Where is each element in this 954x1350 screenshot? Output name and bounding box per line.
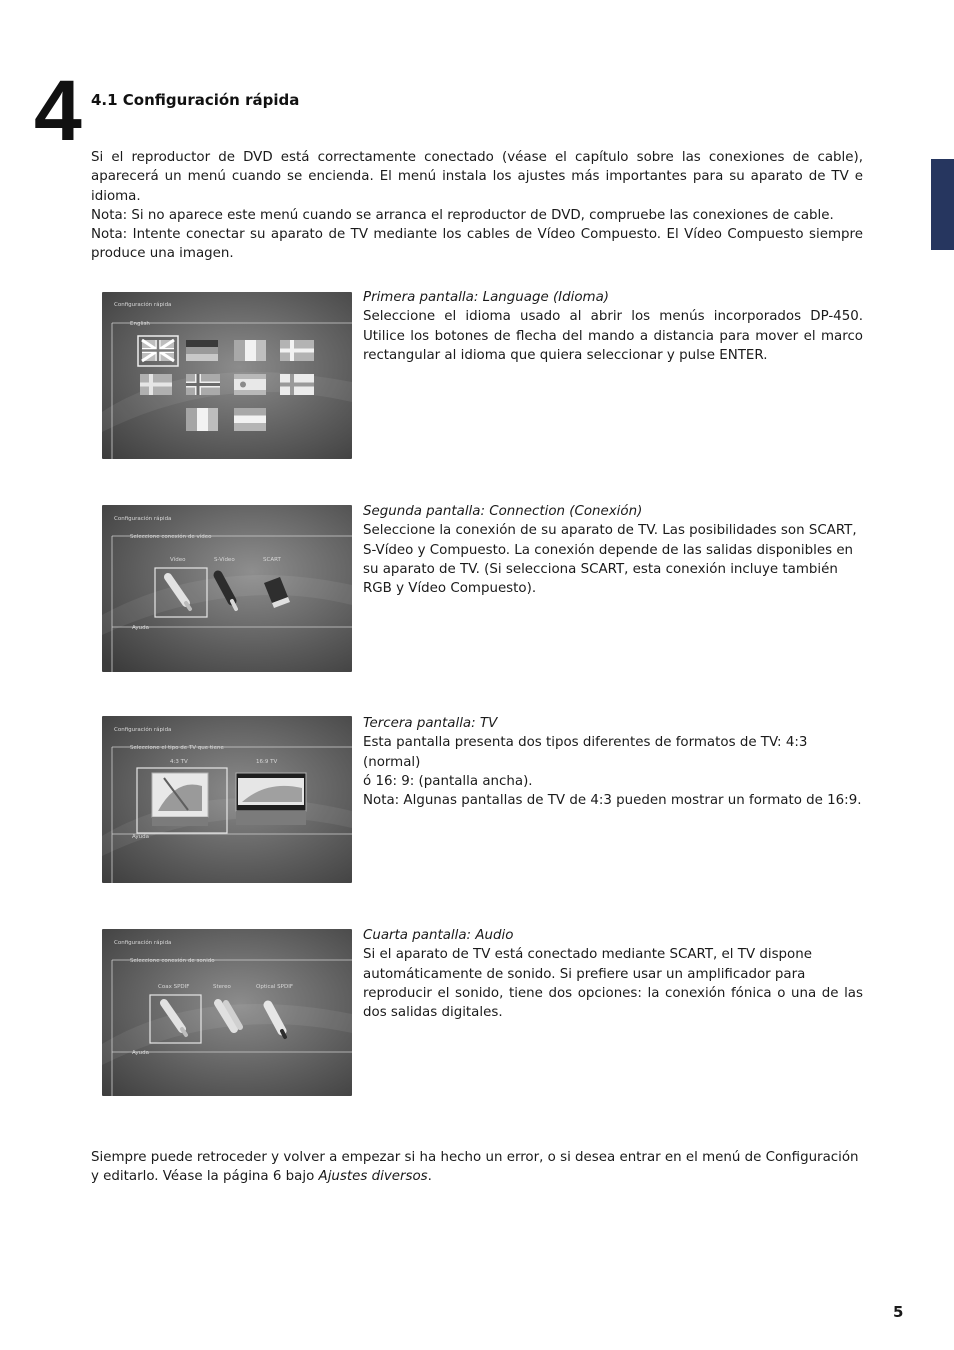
flag-denmark-icon[interactable]	[280, 340, 314, 361]
menu-header: Configuración rápida	[114, 727, 172, 733]
screen-body: reproducir el sonido, tiene dos opciones: la conexión fónica o una de las dos salidas digitales.	[363, 985, 863, 1021]
flag-finland-icon[interactable]	[280, 374, 314, 395]
flag-france-icon[interactable]	[234, 340, 266, 361]
screen-description-connection	[363, 502, 863, 598]
flag-uk-icon[interactable]	[142, 340, 174, 361]
screen-caption: Segunda pantalla: Connection (Conexión)	[363, 504, 643, 519]
option-label-video: Vídeo	[170, 557, 186, 563]
screenshot-language	[102, 292, 352, 459]
closing-text-body: Siempre puede retroceder y volver a empezar si ha hecho un error, o si desea entrar en el menú de Configuración y editarlo. Véase la página 6 bajo	[91, 1150, 859, 1185]
intro-note: Nota: Si no aparece este menú cuando se arranca el reproductor de DVD, compruebe las conexiones de cable.	[91, 207, 834, 223]
menu-footer-help: Ayuda	[132, 625, 149, 631]
screen-body: Seleccione el idioma usado al abrir los menús incorporados DP-450. Utilice los botones de flecha del mando a distancia para mover el marco rectangular al idioma que quiera seleccionar y pulse ENTER.	[363, 309, 863, 363]
flag-sweden-icon[interactable]	[140, 374, 172, 395]
menu-footer-help: Ayuda	[132, 1050, 149, 1056]
screen-body: Seleccione la conexión de su aparato de TV. Las posibilidades son SCART, S-Vídeo y Compuesto. La conexión depende de las salidas disponibles en su aparato de TV. (Si selecciona SCART, esta conexión incluye también RGB y Vídeo Compuesto).	[363, 523, 857, 597]
screen-body: Si el aparato de TV está conectado mediante SCART, el TV dispone	[363, 947, 812, 963]
screen-description-language	[363, 288, 863, 365]
menu-section-label: Seleccione conexión de vídeo	[130, 534, 212, 540]
screen-caption: Cuarta pantalla: Audio	[363, 928, 514, 943]
section-title: 4.1 Configuración rápida	[91, 91, 300, 109]
screenshot-connection	[102, 505, 352, 672]
option-label-16-9: 16:9 TV	[256, 759, 278, 765]
flag-italy-icon[interactable]	[186, 408, 218, 431]
chapter-number: 4	[34, 63, 82, 159]
screenshot-audio	[102, 929, 352, 1096]
option-label-optical: Optical SPDIF	[256, 984, 294, 990]
menu-header: Configuración rápida	[114, 940, 172, 946]
screen-description-audio	[363, 926, 863, 1022]
flag-netherlands-icon[interactable]	[234, 408, 266, 431]
intro-text	[91, 148, 863, 264]
tv-4-3-icon[interactable]	[152, 773, 208, 826]
option-label-coax: Coax SPDIF	[158, 984, 190, 990]
flag-germany-icon[interactable]	[186, 340, 218, 361]
closing-text	[91, 1148, 863, 1187]
screen-body: ó 16: 9: (pantalla ancha).	[363, 773, 533, 789]
option-label-scart: SCART	[263, 557, 281, 563]
screen-caption: Tercera pantalla: TV	[363, 716, 498, 731]
screen-note: Nota: Algunas pantallas de TV de 4:3 pueden mostrar un formato de 16:9.	[363, 793, 862, 809]
menu-section-label: English	[130, 321, 150, 327]
menu-header: Configuración rápida	[114, 516, 172, 522]
screen-body: automáticamente de sonido. Si prefiere usar un amplificador para	[363, 966, 806, 982]
screenshot-tv	[102, 716, 352, 883]
menu-section-label: Seleccione conexión de sonido	[130, 958, 215, 964]
chapter-tab-marker	[931, 159, 954, 250]
menu-section-label: Seleccione el tipo de TV que tiene	[130, 745, 224, 751]
tv-16-9-icon[interactable]	[236, 773, 306, 825]
intro-paragraph: Si el reproductor de DVD está correctamente conectado (véase el capítulo sobre las conexiones de cable), aparecerá un menú cuando se encienda. El menú instala los ajustes más importantes para su aparato de TV e idioma.	[91, 150, 863, 204]
menu-header: Configuración rápida	[114, 302, 172, 308]
flag-spain-icon[interactable]	[234, 374, 266, 395]
option-label-svideo: S-Vídeo	[214, 557, 235, 563]
closing-text-reference: Ajustes diversos	[318, 1169, 428, 1185]
menu-footer-help: Ayuda	[132, 834, 149, 840]
flag-norway-icon[interactable]	[186, 374, 220, 395]
intro-note: Nota: Intente conectar su aparato de TV mediante los cables de Vídeo Compuesto. El Vídeo Compuesto siempre produce una imagen.	[91, 227, 863, 262]
option-label-4-3: 4:3 TV	[170, 759, 188, 765]
closing-text-end: .	[427, 1169, 432, 1185]
screen-description-tv	[363, 714, 863, 810]
screen-body: Esta pantalla presenta dos tipos diferentes de formatos de TV: 4:3 (normal)	[363, 735, 808, 770]
option-label-stereo: Stereo	[213, 984, 231, 990]
page-number: 5	[893, 1303, 904, 1321]
screen-caption: Primera pantalla: Language (Idioma)	[363, 290, 610, 305]
